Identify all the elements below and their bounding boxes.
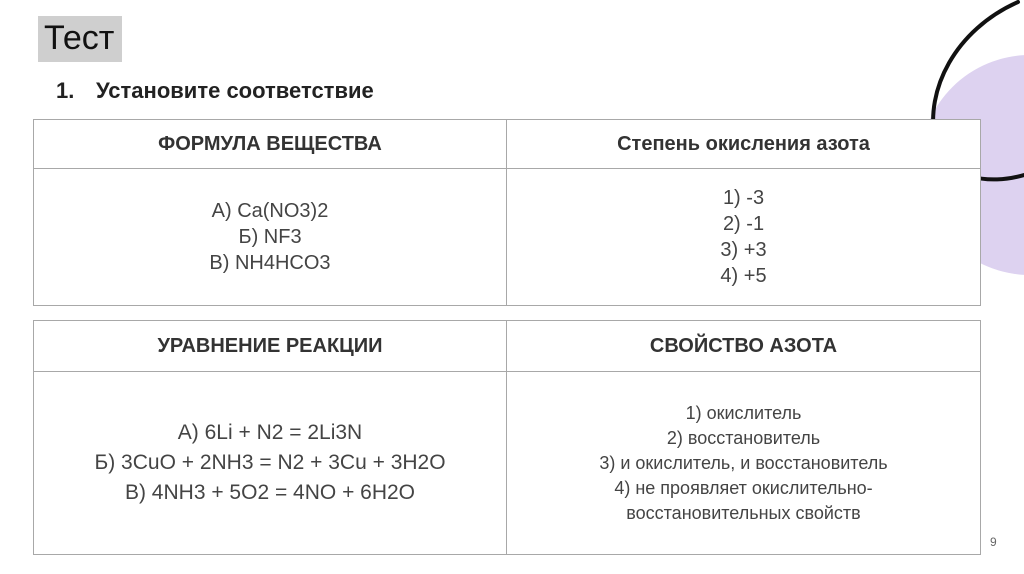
table-row [34, 169, 981, 306]
formula-list-cell [34, 169, 507, 306]
header-nitrogen-property: СВОЙСТВО АЗОТА [507, 321, 981, 372]
list-item: Б) NF3 [238, 226, 302, 248]
list-item: 1) -3 [722, 187, 765, 209]
list-item: В) 4NH3 + 5O2 = 4NO + 6H2O [124, 481, 416, 504]
list-item: 2) восстановитель [666, 427, 821, 448]
property-list-cell [507, 372, 981, 555]
list-item: Б) 3CuO + 2NH3 = N2 + 3Cu + 3H2O [94, 451, 446, 474]
reaction-list-cell [34, 372, 507, 555]
header-oxidation-state: Степень окисления азота [507, 120, 981, 169]
list-item: 1) окислитель [685, 402, 802, 423]
nitrogen-property-table [33, 320, 981, 555]
question-heading [56, 78, 374, 104]
list-item: 2) -1 [722, 213, 765, 235]
question-text: Установите соответствие [96, 78, 374, 103]
list-item: В) NH4HCO3 [209, 252, 331, 274]
list-item: восстановительных свойств [626, 502, 861, 523]
table-row [34, 372, 981, 555]
header-formula: ФОРМУЛА ВЕЩЕСТВА [34, 120, 507, 169]
header-reaction-equation: УРАВНЕНИЕ РЕАКЦИИ [34, 321, 507, 372]
list-item: 3) и окислитель, и восстановитель [599, 452, 888, 473]
list-item: 4) не проявляет окислительно- [614, 477, 873, 498]
slide-title: Тест [38, 16, 122, 62]
oxidation-state-list-cell [507, 169, 981, 306]
table-header-row [34, 321, 981, 372]
page-number: 9 [990, 535, 997, 549]
oxidation-state-table [33, 119, 981, 306]
list-item: А) Ca(NO3)2 [211, 200, 329, 222]
question-number: 1. [56, 78, 75, 103]
list-item: 4) +5 [720, 265, 767, 287]
list-item: 3) +3 [720, 239, 767, 261]
list-item: А) 6Li + N2 = 2Li3N [177, 421, 363, 444]
table-header-row [34, 120, 981, 169]
